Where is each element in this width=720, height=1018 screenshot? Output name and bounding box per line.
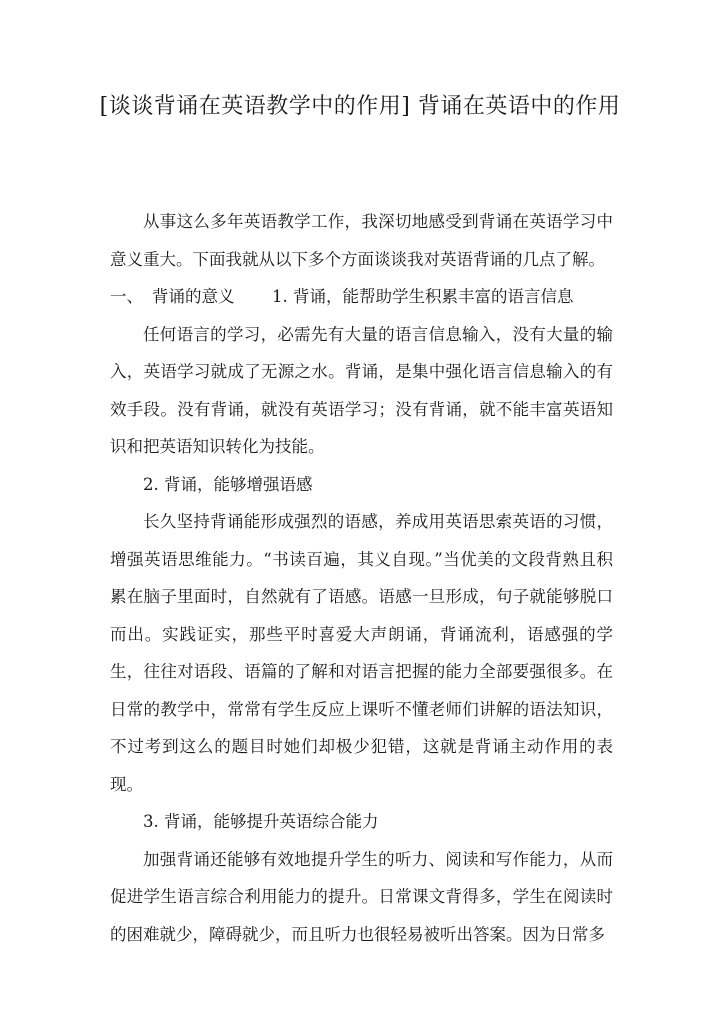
intro-paragraph: 从事这么多年英语教学工作，我深切地感受到背诵在英语学习中意义重大。下面我就从以下多个方面谈谈我对英语背诵的几点了解。 xyxy=(110,212,613,269)
paragraph-2: 长久坚持背诵能形成强烈的语感，养成用英语思索英语的习惯，增强英语思维能力。“书读百遍，其义自现。”当优美的文段背熟且积累在脑子里面时，自然就有了语感。语感一旦形成，句子就能够脱口而出。实践证实，那些平时喜爱大声朗诵，背诵流利，语感强的学生，往往对语段、语篇的了解和对语言把握的能力全部要强很多。在日常的教学中，常常有学生反应上课听不懂老师们讲解的语法知识，不过考到这么的题目时她们却极少犯错，这就是背诵主动作用的表现。 xyxy=(110,512,613,794)
section-number: 一、 xyxy=(110,287,143,306)
item1-heading: 1. 背诵，能帮助学生积累丰富的语言信息 xyxy=(272,287,574,306)
paragraph-3: 加强背诵还能够有效地提升学生的听力、阅读和写作能力，从而促进学生语言综合利用能力的提升。日常课文背得多，学生在阅读时的困难就少，障碍就少，而且听力也很轻易被听出答案。因为日常多 xyxy=(110,849,613,944)
item2-heading: 2. 背诵，能够增强语感 xyxy=(143,474,313,494)
section-title: 背诵的意义 xyxy=(152,287,235,306)
document-body xyxy=(110,203,613,953)
section-heading-line xyxy=(110,278,613,316)
document-title: [谈谈背诵在英语教学中的作用] 背诵在英语中的作用 xyxy=(99,94,621,119)
paragraph-1: 任何语言的学习，必需先有大量的语言信息输入，没有大量的输入，英语学习就成了无源之水。背诵，是集中强化语言信息输入的有效手段。没有背诵，就没有英语学习；没有背诵，就不能丰富英语知识和把英语知识转化为技能。 xyxy=(110,324,613,456)
item3-heading: 3. 背诵，能够提升英语综合能力 xyxy=(143,812,379,831)
